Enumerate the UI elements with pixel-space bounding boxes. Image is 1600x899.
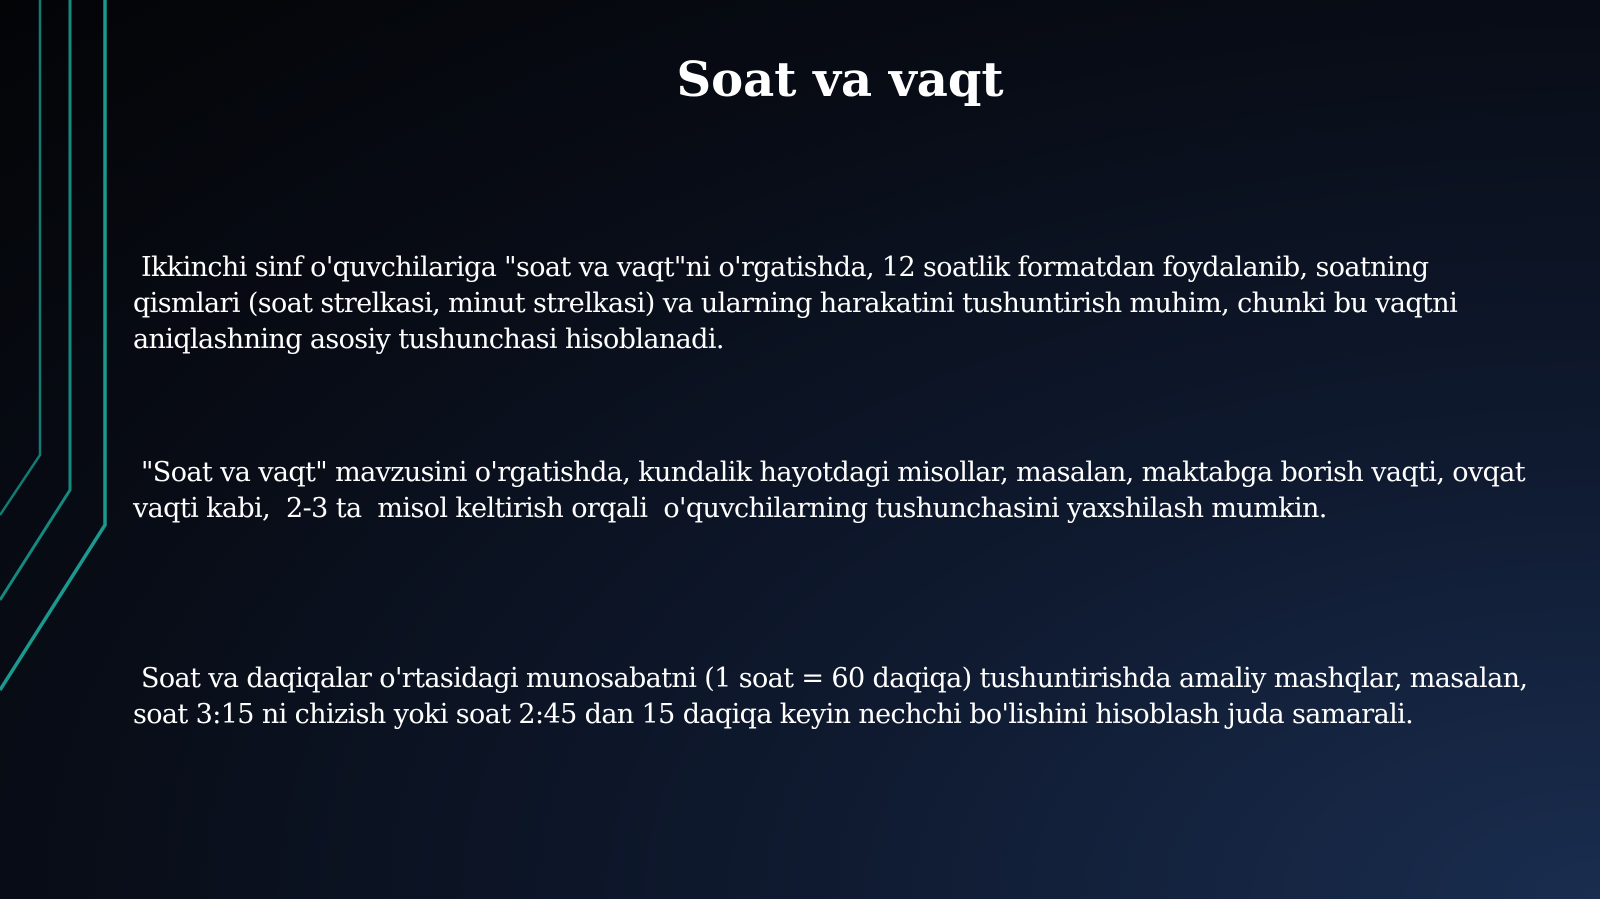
paragraph-2: "Soat va vaqt" mavzusini o'rgatishda, kundalik hayotdagi misollar, masalan, maktabga borish vaqti, ovqat vaqti kabi, 2-3 ta misol keltirish orqali o'quvchilarning tushunchasini yaxshilash mumkin. xyxy=(133,457,1534,524)
paragraph-1: Ikkinchi sinf o'quvchilariga "soat va vaqt"ni o'rgatishda, 12 soatlik formatdan foydalanib, soatning qismlari (soat strelkasi, minut strelkasi) va ularning harakatini tushuntirish muhim, chunki bu vaqtni aniqlashning asosiy tushunchasi hisoblanadi. xyxy=(133,252,1466,355)
slide-title: Soat va vaqt xyxy=(676,52,1004,108)
decorative-lines xyxy=(0,0,120,899)
paragraph-3: Soat va daqiqalar o'rtasidagi munosabatni (1 soat = 60 daqiqa) tushuntirishda amaliy mashqlar, masalan, soat 3:15 ni chizish yoki soat 2:45 dan 15 daqiqa keyin nechchi bo'lishini hisoblash juda samarali. xyxy=(133,663,1536,730)
